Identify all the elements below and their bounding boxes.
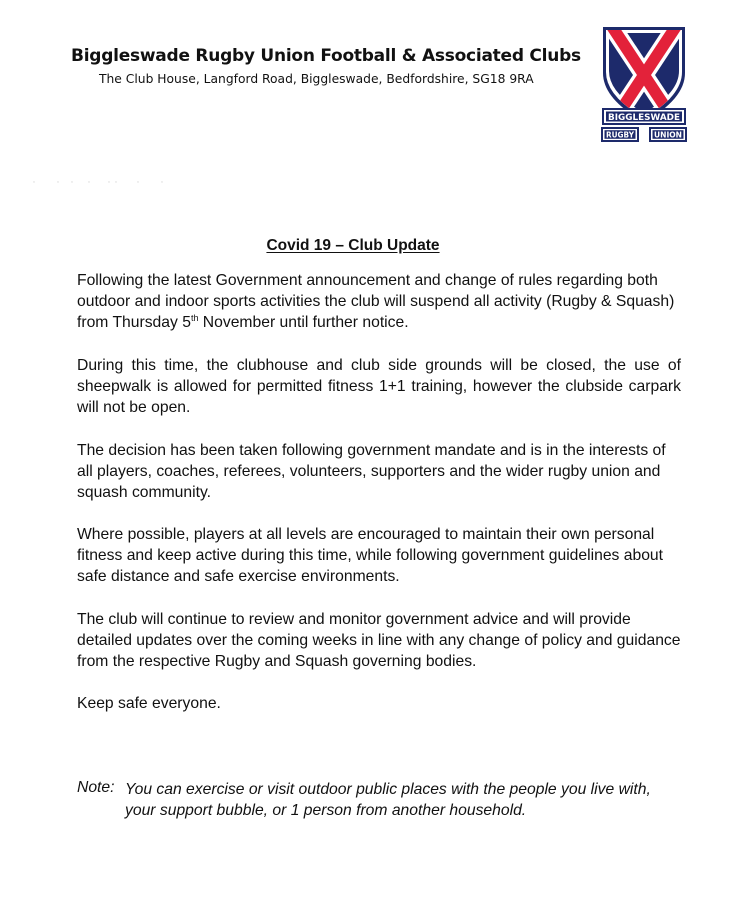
club-name-heading: Biggleswade Rugby Union Football & Associated Clubs bbox=[71, 46, 581, 66]
crest-text-rugby: RUGBY bbox=[606, 130, 635, 140]
paragraph-suspension-text-end: November until further notice. bbox=[198, 314, 409, 331]
crest-text-union: UNION bbox=[654, 130, 682, 140]
document-title: Covid 19 – Club Update bbox=[266, 237, 440, 254]
paragraph-keep-safe: Keep safe everyone. bbox=[77, 695, 221, 712]
club-address: The Club House, Langford Road, Biggleswade, Bedfordshire, SG18 9RA bbox=[99, 72, 534, 86]
paragraph-review: The club will continue to review and monitor government advice and will provide detailed updates over the coming weeks in line with any change of policy and guidance from the respective Rugby and Squash governing bodies. bbox=[77, 611, 681, 670]
paragraph-suspension bbox=[77, 270, 681, 333]
note-label: Note: bbox=[77, 779, 115, 796]
paragraph-closures: During this time, the clubhouse and club side grounds will be closed, the use of sheepwalk is allowed for permitted fitness 1+1 training, however the clubside carpark will not be open. bbox=[77, 357, 681, 416]
note-text: You can exercise or visit outdoor public places with the people you live with, your support bubble, or 1 person from another household. bbox=[125, 781, 651, 819]
paragraph-decision: The decision has been taken following government mandate and is in the interests of all players, coaches, referees, volunteers, supporters and the wider rugby union and squash community. bbox=[77, 442, 666, 501]
paragraph-suspension-text: Following the latest Government announcement and change of rules regarding both outdoor and indoor sports activities the club will suspend all activity (Rugby & Squash) from Thursday 5 bbox=[77, 272, 675, 331]
club-crest-logo bbox=[600, 26, 688, 144]
crest-text-biggleswade: BIGGLESWADE bbox=[608, 112, 681, 123]
paragraph-fitness: Where possible, players at all levels are encouraged to maintain their own personal fitness and keep active during this time, while following government guidelines about safe distance and safe exercise environments. bbox=[77, 526, 664, 585]
ordinal-suffix: th bbox=[190, 312, 199, 323]
faint-scan-marks bbox=[32, 180, 172, 184]
